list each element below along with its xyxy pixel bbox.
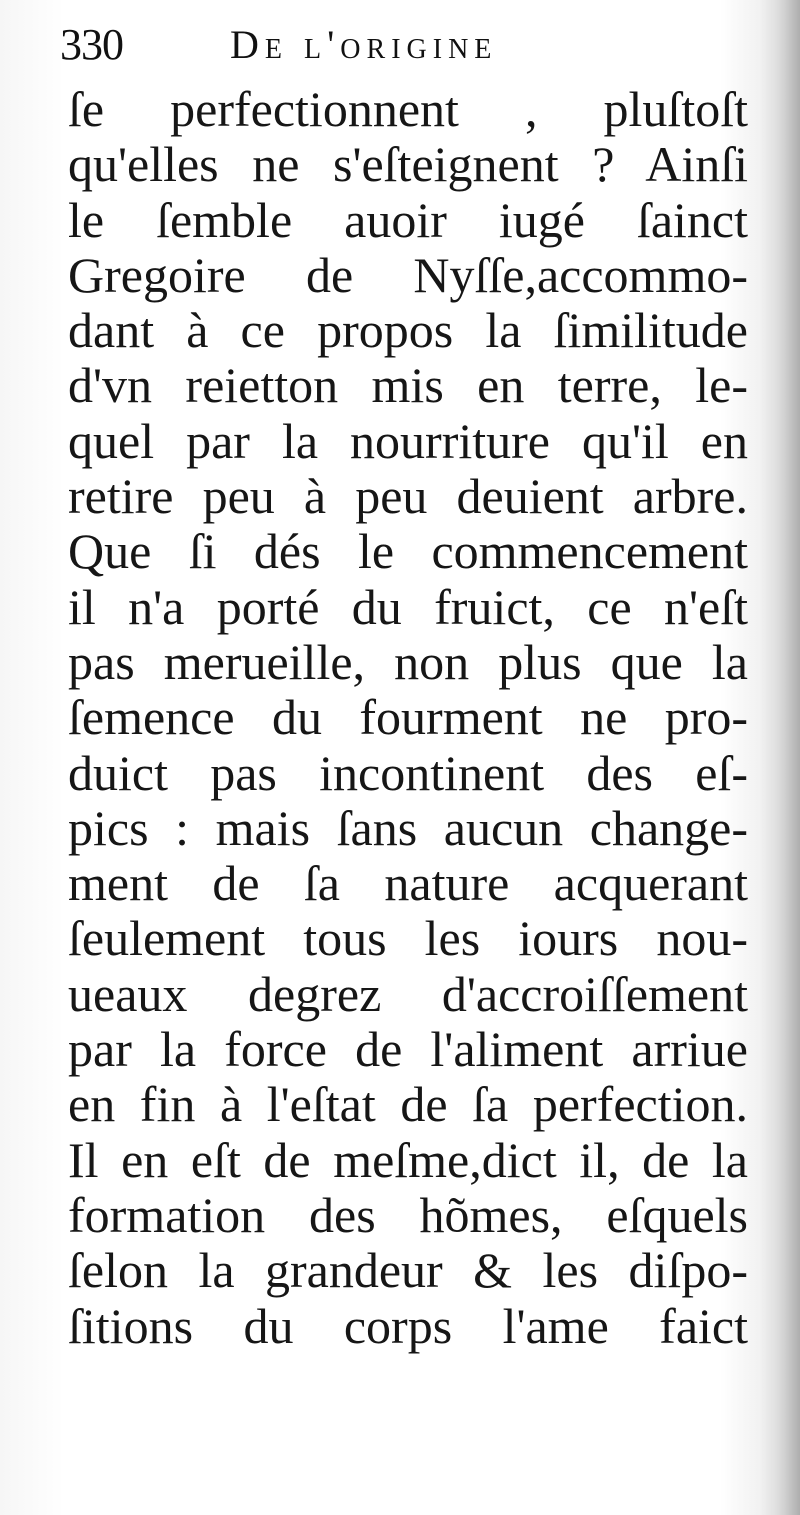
text-line: pics : mais ſans aucun change- (68, 799, 748, 856)
text-line: ſe perfectionnent , pluſtoſt (68, 81, 748, 137)
text-line: Gregoire de Nyſſe,accommo- (68, 246, 748, 303)
text-line: en fin à l'eſtat de ſa perfection. (68, 1076, 748, 1133)
text-line: qu'elles ne s'eſteignent ? Ainſi (68, 136, 748, 193)
text-line: ſeulement tous les iours nou- (68, 910, 748, 967)
page-edge-shadow (760, 0, 800, 1515)
text-line: d'vn reietton mis en terre, le- (68, 357, 748, 414)
text-line: duict pas incontinent des eſ- (68, 744, 748, 801)
text-line: dant à ce propos la ſimilitude (68, 302, 748, 359)
text-line: le ſemble auoir iugé ſainct (68, 191, 748, 248)
text-line: Il en eſt de meſme,dict il, de la (68, 1131, 748, 1188)
text-line: ment de ſa nature acquerant (68, 855, 748, 912)
text-line: retire peu à peu deuient arbre. (68, 468, 748, 525)
body-text (68, 82, 748, 1354)
page-number: 330 (60, 20, 123, 69)
text-line: il n'a porté du fruict, ce n'eſt (68, 578, 748, 635)
text-line: par la force de l'aliment arriue (68, 1021, 748, 1078)
text-line: quel par la nourriture qu'il en (68, 412, 748, 469)
running-head: De l'origine (230, 22, 498, 67)
text-line: ſelon la grandeur & les diſpo- (68, 1242, 748, 1299)
text-line: ſitions du corps l'ame faict (68, 1297, 748, 1354)
text-line: Que ſi dés le commencement (68, 523, 748, 580)
text-line: ſemence du fourment ne pro- (68, 689, 748, 746)
text-line: ueaux degrez d'accroiſſement (68, 965, 748, 1022)
text-line: formation des hõmes, eſquels (68, 1186, 748, 1243)
text-line: pas merueille, non plus que la (68, 633, 748, 690)
page-header (60, 14, 740, 76)
